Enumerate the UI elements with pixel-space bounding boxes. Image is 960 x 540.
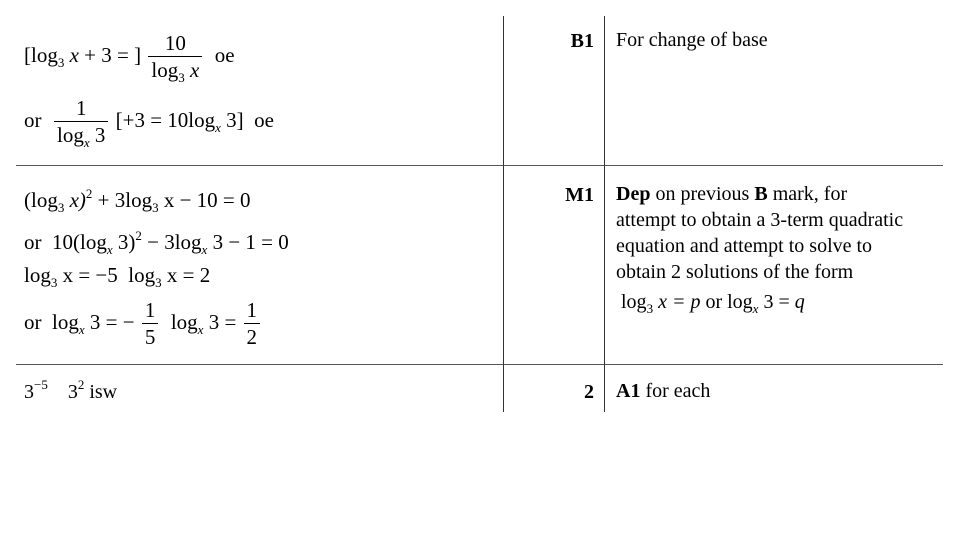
row3-mark: 2 — [584, 381, 594, 403]
row-divider-2 — [16, 364, 943, 365]
row1-equation-1: [$\log_3$ x + 3 = ] $\frac{10}{\log_3 x}$ oe — [24, 31, 235, 85]
row-divider-1 — [16, 165, 943, 166]
fraction-1-over-log: $\frac{1}{\log_x 3}$ — [54, 98, 108, 146]
column-divider-left — [503, 16, 504, 412]
row1-equation-2: or $\frac{1}{\log_x 3}$ [$+3 = 10\log_x$ 3] oe — [24, 96, 274, 150]
row2-equation-2: or $10(\log_x$ $3)^2 - 3\log_x$ 3 − 1 = 0 — [24, 228, 289, 257]
row2-comment: Dep on previous B mark, for attempt to obtain a 3-term quadratic equation and attempt to solve to obtain 2 solutions of the form $\log_3 x = p$ or $\log_x 3 = q$ — [616, 183, 904, 316]
row3-answer: $3^{-5}$ $3^2$ isw — [24, 377, 118, 403]
row2-equation-3: $\log_3 x = -5$ $\log_3 x = 2$ — [24, 263, 211, 290]
row3-comment: A1 for each — [616, 380, 711, 402]
fraction-one-half: $\frac{1}{2}$ — [244, 300, 261, 348]
row1-comment: For change of base — [616, 29, 768, 51]
column-divider-right — [604, 16, 605, 412]
row2-mark: M1 — [565, 184, 594, 206]
fraction-10-over-log: $\frac{10}{\log_3 x}$ — [148, 33, 202, 81]
row2-equation-4: or $\log_x 3$ = − $\frac{1}{5}$ $\log_x 3$ = $\frac{1}{2}$ — [24, 300, 262, 348]
row1-mark: B1 — [570, 30, 594, 52]
row2-equation-1: ($\log_3$ $x)^2 + 3\log_3$ x − 10 = 0 — [24, 186, 251, 215]
fraction-one-fifth: $\frac{1}{5}$ — [142, 300, 159, 348]
